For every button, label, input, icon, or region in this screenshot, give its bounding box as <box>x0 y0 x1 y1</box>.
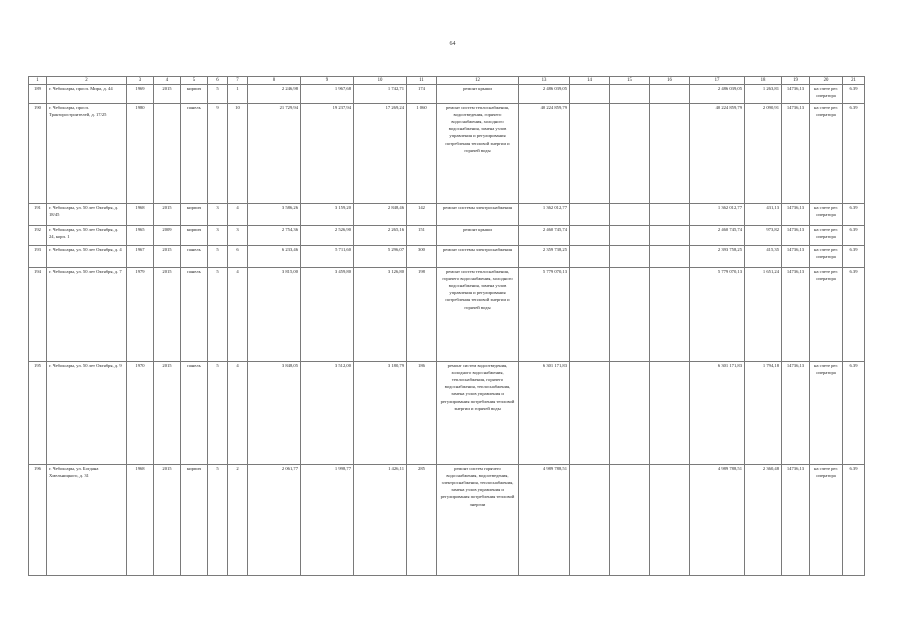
cost-column-15-cell <box>610 268 650 362</box>
area-total-cell: 3 848,05 <box>248 362 301 465</box>
cost-column-14-cell <box>570 85 610 104</box>
cost-total-cell: 2 486 039,05 <box>519 85 570 104</box>
address-cell: г. Чебоксары, просп. Мира, д. 44 <box>47 85 127 104</box>
table-row <box>29 104 865 204</box>
cost-column-14-cell <box>570 465 610 576</box>
cost-column-14-cell <box>570 246 610 268</box>
wall-material-cell: кирпич <box>181 465 208 576</box>
cost-column-15-cell <box>610 226 650 246</box>
column-number: 11 <box>407 77 437 85</box>
cost-column-14-cell <box>570 268 610 362</box>
row-number-cell: 189 <box>29 85 47 104</box>
cost-per-m2-cell: 2 090,91 <box>745 104 782 204</box>
cost-column-16-cell <box>650 465 690 576</box>
works-description-cell: ремонт систем теплоснабжения, горячего водоснабжения, холодного водоснабжения, замена узлов управления и регулирования потребления тепловой энергии и горячей воды <box>437 268 519 362</box>
works-description-cell: ремонт систем теплоснабжения, водоотведения, горячего водоснабжения, холодного водоснабжения, замена узлов управления и регулирования потребления тепловой энергии и горячей воды <box>437 104 519 204</box>
residents-count-cell: 186 <box>407 362 437 465</box>
row-number-cell: 196 <box>29 465 47 576</box>
term-cell: 6.39 <box>843 85 865 104</box>
floors-count-cell: 5 <box>208 362 228 465</box>
page-number: 64 <box>449 41 456 47</box>
entrances-count-cell: 4 <box>228 268 248 362</box>
cost-column-14-cell <box>570 204 610 226</box>
floors-count-cell: 5 <box>208 246 228 268</box>
cost-per-m2-cell: 415,35 <box>745 246 782 268</box>
address-cell: г. Чебоксары, просп. Тракторостроителей, д. 17/25 <box>47 104 127 204</box>
address-cell: г. Чебоксары, ул. 50 лет Октября, д. 18/45 <box>47 204 127 226</box>
cost-owners-cell: 2 393 758,25 <box>690 246 745 268</box>
floors-count-cell: 9 <box>208 104 228 204</box>
year-built-cell: 1968 <box>127 204 154 226</box>
column-number: 4 <box>154 77 181 85</box>
term-cell: 6.39 <box>843 246 865 268</box>
wall-material-cell: панель <box>181 268 208 362</box>
cost-limit-cell: 14736,13 <box>782 85 810 104</box>
cost-total-cell: 2 359 738,25 <box>519 246 570 268</box>
row-number-cell: 190 <box>29 104 47 204</box>
fund-method-cell: на счете рег. оператора <box>810 104 843 204</box>
cost-column-14-cell <box>570 362 610 465</box>
entrances-count-cell: 6 <box>228 246 248 268</box>
area-living-cell: 1 742,71 <box>354 85 407 104</box>
address-cell: г. Чебоксары, ул. 50 лет Октября, д. 24, корп. 1 <box>47 226 127 246</box>
floors-count-cell: 5 <box>208 465 228 576</box>
column-number: 17 <box>690 77 745 85</box>
wall-material-cell: панель <box>181 246 208 268</box>
cost-owners-cell: 6 301 171,83 <box>690 362 745 465</box>
address-cell: г. Чебоксары, ул. Богдана Хмельницкого, д. 31 <box>47 465 127 576</box>
column-number: 15 <box>610 77 650 85</box>
residents-count-cell: 300 <box>407 246 437 268</box>
area-total-cell: 2 246,98 <box>248 85 301 104</box>
cost-total-cell: 1 362 012,77 <box>519 204 570 226</box>
area-total-cell: 3 815,00 <box>248 268 301 362</box>
year-overhaul-cell <box>154 104 181 204</box>
entrances-count-cell: 3 <box>228 226 248 246</box>
fund-method-cell: на счете рег. оператора <box>810 204 843 226</box>
table-row <box>29 268 865 362</box>
area-premises-cell: 3 159,20 <box>301 204 354 226</box>
residents-count-cell: 142 <box>407 204 437 226</box>
cost-owners-cell: 5 779 070,13 <box>690 268 745 362</box>
residents-count-cell: 174 <box>407 85 437 104</box>
cost-per-m2-cell: 1 794,18 <box>745 362 782 465</box>
residents-count-cell: 1 060 <box>407 104 437 204</box>
table-row <box>29 362 865 465</box>
entrances-count-cell: 10 <box>228 104 248 204</box>
area-premises-cell: 3 512,00 <box>301 362 354 465</box>
fund-method-cell: на счете рег. оператора <box>810 85 843 104</box>
cost-column-15-cell <box>610 246 650 268</box>
term-cell: 6.39 <box>843 226 865 246</box>
area-total-cell: 2 754,36 <box>248 226 301 246</box>
entrances-count-cell: 4 <box>228 362 248 465</box>
column-number: 18 <box>745 77 782 85</box>
cost-per-m2-cell: 1 651,24 <box>745 268 782 362</box>
table-row <box>29 85 865 104</box>
floors-count-cell: 5 <box>208 268 228 362</box>
cost-total-cell: 2 460 745,74 <box>519 226 570 246</box>
fund-method-cell: на счете рег. оператора <box>810 465 843 576</box>
wall-material-cell: кирпич <box>181 204 208 226</box>
cost-owners-cell: 2 486 039,05 <box>690 85 745 104</box>
column-number: 2 <box>47 77 127 85</box>
year-built-cell: 1967 <box>127 246 154 268</box>
cost-column-15-cell <box>610 85 650 104</box>
column-number: 12 <box>437 77 519 85</box>
year-overhaul-cell: 2009 <box>154 226 181 246</box>
floors-count-cell: 5 <box>208 85 228 104</box>
address-cell: г. Чебоксары, ул. 50 лет Октября, д. 4 <box>47 246 127 268</box>
cost-column-16-cell <box>650 226 690 246</box>
cost-column-14-cell <box>570 104 610 204</box>
entrances-count-cell: 1 <box>228 85 248 104</box>
entrances-count-cell: 2 <box>228 465 248 576</box>
term-cell: 6.39 <box>843 362 865 465</box>
fund-method-cell: на счете рег. оператора <box>810 362 843 465</box>
cost-owners-cell: 4 989 788,51 <box>690 465 745 576</box>
column-number: 14 <box>570 77 610 85</box>
entrances-count-cell: 4 <box>228 204 248 226</box>
wall-material-cell: панель <box>181 362 208 465</box>
cost-owners-cell: 40 224 859,79 <box>690 104 745 204</box>
cost-column-16-cell <box>650 104 690 204</box>
fund-method-cell: на счете рег. оператора <box>810 268 843 362</box>
cost-total-cell: 6 301 171,83 <box>519 362 570 465</box>
column-number: 1 <box>29 77 47 85</box>
area-premises-cell: 1 967,68 <box>301 85 354 104</box>
column-number: 19 <box>782 77 810 85</box>
row-number-cell: 194 <box>29 268 47 362</box>
year-built-cell: 1968 <box>127 465 154 576</box>
area-premises-cell: 1 998,77 <box>301 465 354 576</box>
area-living-cell: 2 848,46 <box>354 204 407 226</box>
works-description-cell: ремонт крыши <box>437 85 519 104</box>
housing-overhaul-table <box>28 76 865 576</box>
area-premises-cell: 5 711,60 <box>301 246 354 268</box>
term-cell: 6.39 <box>843 104 865 204</box>
column-number: 13 <box>519 77 570 85</box>
cost-per-m2-cell: 2 360,48 <box>745 465 782 576</box>
cost-owners-cell: 1 362 012,77 <box>690 204 745 226</box>
area-total-cell: 6 233,46 <box>248 246 301 268</box>
term-cell: 6.39 <box>843 204 865 226</box>
row-number-cell: 193 <box>29 246 47 268</box>
area-premises-cell: 19 237,94 <box>301 104 354 204</box>
column-number-row <box>29 77 865 85</box>
year-overhaul-cell: 2015 <box>154 465 181 576</box>
cost-column-16-cell <box>650 362 690 465</box>
cost-per-m2-cell: 1 263,81 <box>745 85 782 104</box>
cost-column-14-cell <box>570 226 610 246</box>
cost-total-cell: 4 989 788,51 <box>519 465 570 576</box>
area-total-cell: 2 061,77 <box>248 465 301 576</box>
year-built-cell: 1970 <box>127 362 154 465</box>
works-description-cell: ремонт крыши <box>437 226 519 246</box>
residents-count-cell: 198 <box>407 268 437 362</box>
works-description-cell: ремонт системы электроснабжения <box>437 204 519 226</box>
residents-count-cell: 285 <box>407 465 437 576</box>
floors-count-cell: 3 <box>208 204 228 226</box>
works-description-cell: ремонт систем горячего водоснабжения, водоотведения, электроснабжения, теплоснабжения, замена узлов управления и регулирования потребления тепловой энергии <box>437 465 519 576</box>
year-overhaul-cell: 2015 <box>154 246 181 268</box>
cost-total-cell: 40 224 859,79 <box>519 104 570 204</box>
column-number: 3 <box>127 77 154 85</box>
area-total-cell: 21 729,94 <box>248 104 301 204</box>
table-row <box>29 246 865 268</box>
cost-column-16-cell <box>650 204 690 226</box>
fund-method-cell: на счете рег. оператора <box>810 246 843 268</box>
term-cell: 6.39 <box>843 268 865 362</box>
cost-limit-cell: 14736,13 <box>782 104 810 204</box>
cost-limit-cell: 14736,13 <box>782 204 810 226</box>
table-row <box>29 465 865 576</box>
area-living-cell: 5 296,07 <box>354 246 407 268</box>
cost-limit-cell: 14736,13 <box>782 226 810 246</box>
cost-owners-cell: 2 460 745,74 <box>690 226 745 246</box>
residents-count-cell: 151 <box>407 226 437 246</box>
column-number: 7 <box>228 77 248 85</box>
floors-count-cell: 3 <box>208 226 228 246</box>
cost-column-15-cell <box>610 362 650 465</box>
cost-per-m2-cell: 431,13 <box>745 204 782 226</box>
column-number: 21 <box>843 77 865 85</box>
cost-column-15-cell <box>610 104 650 204</box>
fund-method-cell: на счете рег. оператора <box>810 226 843 246</box>
year-built-cell: 1965 <box>127 226 154 246</box>
term-cell: 6.39 <box>843 465 865 576</box>
table-body <box>29 85 865 576</box>
year-overhaul-cell: 2015 <box>154 362 181 465</box>
table-header <box>29 77 865 85</box>
table-row <box>29 204 865 226</box>
cost-column-16-cell <box>650 85 690 104</box>
area-living-cell: 2 265,16 <box>354 226 407 246</box>
row-number-cell: 195 <box>29 362 47 465</box>
area-living-cell: 3 126,80 <box>354 268 407 362</box>
cost-per-m2-cell: 973,82 <box>745 226 782 246</box>
year-built-cell: 1980 <box>127 104 154 204</box>
column-number: 5 <box>181 77 208 85</box>
works-description-cell: ремонт системы электроснабжения <box>437 246 519 268</box>
address-cell: г. Чебоксары, ул. 50 лет Октября, д. 7 <box>47 268 127 362</box>
cost-column-15-cell <box>610 204 650 226</box>
column-number: 20 <box>810 77 843 85</box>
area-premises-cell: 3 459,80 <box>301 268 354 362</box>
cost-column-15-cell <box>610 465 650 576</box>
address-cell: г. Чебоксары, ул. 50 лет Октября, д. 9 <box>47 362 127 465</box>
cost-limit-cell: 14736,13 <box>782 268 810 362</box>
cost-limit-cell: 14736,13 <box>782 465 810 576</box>
column-number: 16 <box>650 77 690 85</box>
year-overhaul-cell: 2015 <box>154 268 181 362</box>
wall-material-cell: кирпич <box>181 85 208 104</box>
year-built-cell: 1969 <box>127 85 154 104</box>
works-description-cell: ремонт систем водоотведения, холодного водоснабжения, теплоснабжения, горячего водоснабжения, теплоснабжения, замена узлов управления и регулирования потребления тепловой энергии и горячей воды <box>437 362 519 465</box>
area-living-cell: 17 269,24 <box>354 104 407 204</box>
cost-limit-cell: 14736,13 <box>782 246 810 268</box>
area-living-cell: 3 180,79 <box>354 362 407 465</box>
cost-limit-cell: 14736,13 <box>782 362 810 465</box>
wall-material-cell: панель <box>181 104 208 204</box>
year-overhaul-cell: 2015 <box>154 85 181 104</box>
area-living-cell: 1 426,11 <box>354 465 407 576</box>
column-number: 8 <box>248 77 301 85</box>
cost-total-cell: 5 779 070,13 <box>519 268 570 362</box>
cost-column-16-cell <box>650 268 690 362</box>
wall-material-cell: кирпич <box>181 226 208 246</box>
year-overhaul-cell: 2015 <box>154 204 181 226</box>
area-total-cell: 3 586,26 <box>248 204 301 226</box>
column-number: 6 <box>208 77 228 85</box>
area-premises-cell: 2 526,90 <box>301 226 354 246</box>
column-number: 10 <box>354 77 407 85</box>
row-number-cell: 192 <box>29 226 47 246</box>
table-row <box>29 226 865 246</box>
row-number-cell: 191 <box>29 204 47 226</box>
year-built-cell: 1979 <box>127 268 154 362</box>
cost-column-16-cell <box>650 246 690 268</box>
column-number: 9 <box>301 77 354 85</box>
